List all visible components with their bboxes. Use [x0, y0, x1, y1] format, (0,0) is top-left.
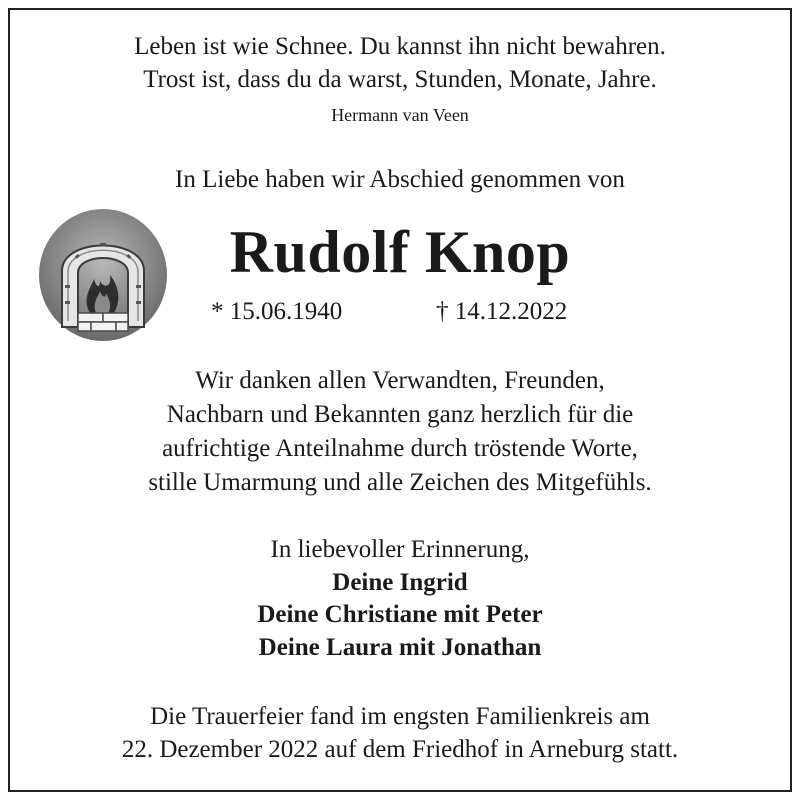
announcement-intro: In Liebe haben wir Abschied genommen von: [175, 166, 625, 193]
family-line-2: Deine Christiane mit Peter: [257, 601, 543, 628]
quote-author: Hermann van Veen: [331, 105, 469, 125]
family-line-1: Deine Ingrid: [332, 569, 468, 596]
thanks-line-1: Wir danken allen Verwandten, Freunden,: [195, 367, 605, 394]
thanks-line-2: Nachbarn und Bekannten ganz herzlich für die: [166, 401, 634, 428]
funeral-line-1: Die Trauerfeier fand im engsten Familienkreis am: [150, 703, 650, 730]
funeral-line-2: 22. Dezember 2022 auf dem Friedhof in Arneburg statt.: [121, 736, 679, 763]
memory-intro: In liebevoller Erinnerung,: [270, 536, 530, 563]
family-line-3: Deine Laura mit Jonathan: [258, 634, 542, 661]
deceased-name: Rudolf Knop: [229, 219, 571, 285]
thanks-line-4: stille Umarmung und alle Zeichen des Mitgefühls.: [148, 469, 652, 496]
horseshoe-emblem-icon: [38, 209, 168, 342]
quote-line-1: Leben ist wie Schnee. Du kannst ihn nicht bewahren.: [134, 33, 666, 60]
death-date: † 14.12.2022: [436, 298, 568, 325]
thanks-line-3: aufrichtige Anteilnahme durch tröstende Worte,: [162, 435, 638, 462]
birth-date: * 15.06.1940: [211, 298, 343, 325]
quote-line-2: Trost ist, dass du da warst, Stunden, Monate, Jahre.: [143, 66, 657, 93]
